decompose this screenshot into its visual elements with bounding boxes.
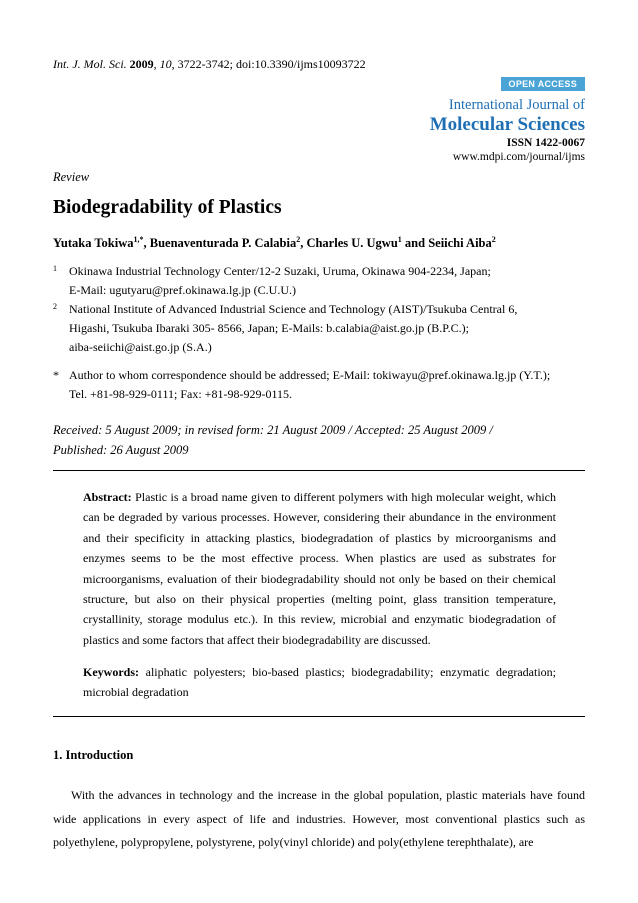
affiliation-number: 1 — [53, 264, 57, 273]
affiliation-line: Tel. +81-98-929-0111; Fax: +81-98-929-0115. — [69, 387, 292, 401]
abstract-text: Plastic is a broad name given to different polymers with high molecular weight, which can be degraded by various processes. However, considering their abundance in the environment and their specificity in attacking plastics, biodegradation of plastics by microorganisms and enzymes seems to be the most effective process. When plastics are used as substrates for microorganisms, evaluation of their biodegradability should not only be based on their chemical structure, but also on their physical properties (melting point, glass transition temperature, crystallinity, storage modulus etc.). In this review, microbial and enzymatic biodegradation of plastics and some factors that affect their biodegradability are discussed. — [83, 490, 556, 647]
keywords-label: Keywords: — [83, 665, 139, 679]
abstract — [83, 487, 556, 650]
dates-line-2: Published: 26 August 2009 — [53, 443, 189, 457]
journal-name-line1: International Journal of — [448, 97, 585, 113]
article-type: Review — [53, 170, 90, 184]
keywords — [83, 662, 556, 703]
divider-top — [53, 470, 585, 471]
affiliation-line: Okinawa Industrial Technology Center/12-2 Suzaki, Uruma, Okinawa 904-2234, Japan; — [69, 264, 491, 278]
citation-volume: 10 — [159, 57, 172, 71]
body-text — [53, 784, 585, 855]
author-sup: 1 — [397, 235, 402, 244]
affiliation-line: Author to whom correspondence should be addressed; E-Mail: tokiwayu@pref.okinawa.lg.jp (Y.T.); — [69, 368, 551, 382]
author-name: Charles U. Ugwu — [306, 236, 398, 251]
affiliation-line: Higashi, Tsukuba Ibaraki 305- 8566, Japan; E-Mails: b.calabia@aist.go.jp (B.P.C.); — [69, 321, 469, 335]
corresponding-marker: * — [53, 368, 59, 382]
article-title: Biodegradability of Plastics — [53, 197, 282, 218]
paragraph: With the advances in technology and the increase in the global population, plastic materials have found wide applications in every aspect of life and industries. However, most conventional plastics such as polyethylene, polypropylene, polystyrene, poly(vinyl chloride) and poly(ethylene terephthalate), are — [53, 788, 585, 849]
abstract-label: Abstract: — [83, 490, 132, 504]
affiliation-2 — [53, 300, 517, 357]
author-separator: , — [143, 236, 150, 251]
affiliation-line: aiba-seiichi@aist.go.jp (S.A.) — [69, 340, 212, 354]
citation-rest: , 3722-3742; doi:10.3390/ijms10093722 — [171, 57, 366, 71]
citation-journal: Int. J. Mol. Sci. — [53, 57, 127, 71]
section-heading: 1. Introduction — [53, 748, 134, 762]
author-name: Buenaventurada P. Calabia — [149, 236, 297, 251]
author-name: Yutaka Tokiwa — [53, 236, 134, 251]
affiliation-line: National Institute of Advanced Industrial Science and Technology (AIST)/Tsukuba Central 6, — [69, 302, 518, 316]
corresponding-author — [53, 366, 550, 404]
author-name: Seiichi Aiba — [428, 236, 492, 251]
divider-bottom — [53, 716, 585, 717]
journal-name-line2: Molecular Sciences — [429, 114, 585, 135]
citation-line: Int. J. Mol. Sci. 2009, 10, 3722-3742; doi:10.3390/ijms10093722 — [53, 57, 366, 71]
author-sup: 1,* — [133, 235, 144, 244]
author-separator: , — [300, 236, 307, 251]
author-sup: 2 — [491, 235, 496, 244]
citation-year: 2009 — [129, 57, 154, 71]
author-sup: 2 — [296, 235, 301, 244]
keywords-text: aliphatic polyesters; bio-based plastics; biodegradability; enzymatic degradation; microbial degradation — [83, 665, 557, 700]
journal-url[interactable]: www.mdpi.com/journal/ijms — [452, 151, 585, 163]
issn: ISSN 1422-0067 — [506, 137, 585, 149]
article-dates — [53, 420, 493, 460]
author-separator: and — [401, 236, 429, 251]
dates-line-1: Received: 5 August 2009; in revised form: 21 August 2009 / Accepted: 25 August 2009 / — [53, 423, 493, 437]
affiliation-line: E-Mail: ugutyaru@pref.okinawa.lg.jp (C.U.U.) — [69, 283, 296, 297]
affiliation-number: 2 — [53, 302, 57, 311]
author-list — [53, 235, 496, 251]
open-access-badge: OPEN ACCESS — [501, 77, 585, 91]
affiliation-1 — [53, 262, 491, 300]
